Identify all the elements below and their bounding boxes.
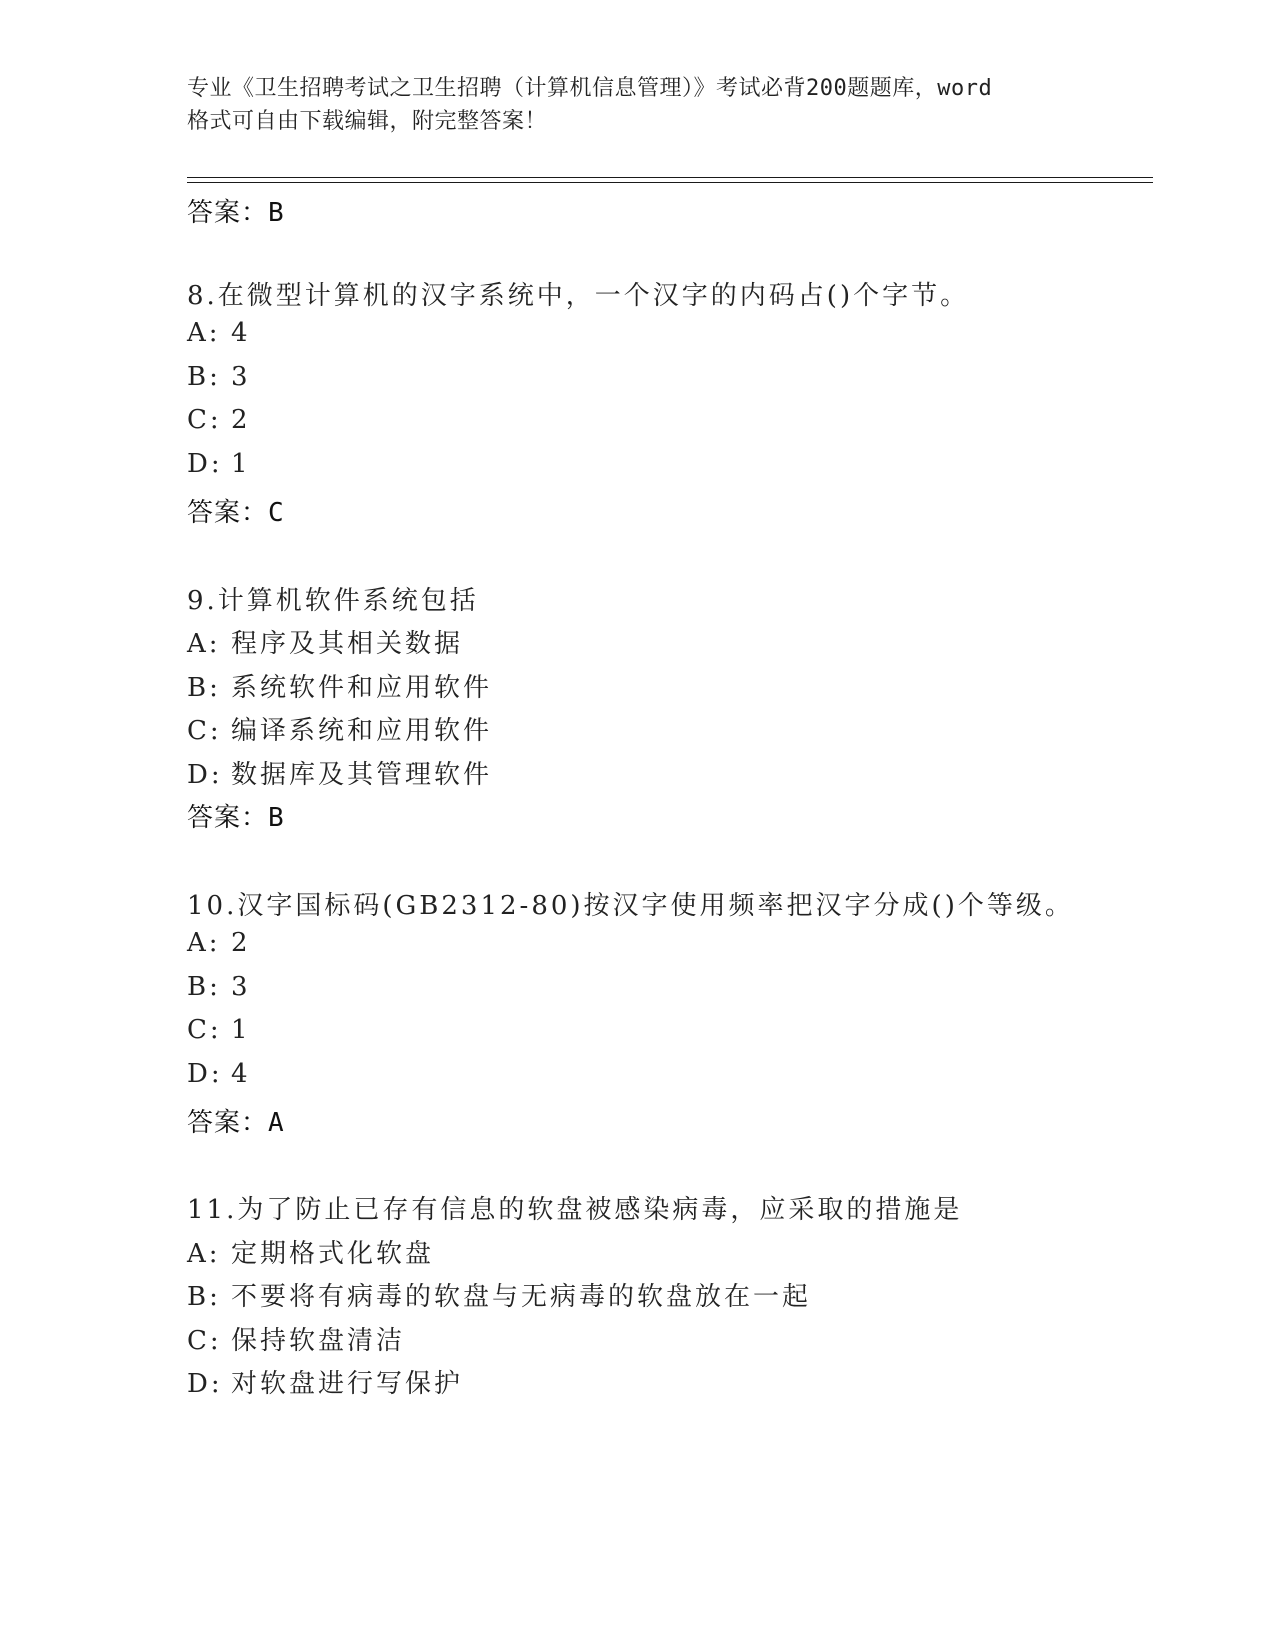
option-key: A: [187, 928, 221, 958]
header-line-2: 格式可自由下载编辑，附完整答案！ [187, 109, 548, 134]
option-key: C: [187, 1015, 222, 1045]
header-line-1: 专业《卫生招聘考试之卫生招聘（计算机信息管理）》考试必背200题题库，word [187, 76, 993, 101]
option-text: 系统软件和应用软件 [231, 673, 493, 703]
option-key: A: [187, 1239, 221, 1269]
question-10-stem: 10.汉字国标码(GB2312-80)按汉字使用频率把汉字分成()个等级。 [187, 891, 1074, 921]
question-11-option-d [187, 1363, 463, 1400]
question-9-answer: 答案：B [187, 803, 285, 833]
header-divider-bottom [187, 182, 1153, 183]
prev-answer: 答案：B [187, 198, 285, 228]
question-9-option-c [187, 710, 492, 747]
option-key: B: [187, 673, 221, 703]
question-9-option-b [187, 667, 492, 704]
option-text: 保持软盘清洁 [231, 1326, 406, 1356]
option-text: 3 [231, 972, 251, 1002]
option-key: B: [187, 1282, 221, 1312]
option-key: D: [187, 760, 223, 790]
question-10-option-b [187, 972, 251, 1002]
question-10-option-a [187, 928, 251, 958]
question-10-answer: 答案：A [187, 1108, 285, 1138]
option-key: B: [187, 362, 221, 392]
question-9-option-d [187, 754, 492, 791]
question-11-stem: 11.为了防止已存有信息的软盘被感染病毒，应采取的措施是 [187, 1195, 963, 1225]
question-8-option-d [187, 449, 251, 479]
question-8-stem: 8.在微型计算机的汉字系统中，一个汉字的内码占()个字节。 [187, 281, 970, 311]
option-text: 数据库及其管理软件 [231, 760, 493, 790]
question-10-option-d [187, 1059, 251, 1089]
question-11-option-c [187, 1320, 405, 1357]
question-8-option-c [187, 405, 251, 435]
option-text: 对软盘进行写保护 [231, 1369, 464, 1399]
option-text: 2 [231, 928, 251, 958]
document-header [187, 72, 1087, 138]
question-9-stem: 9.计算机软件系统包括 [187, 586, 479, 616]
header-divider-top [187, 177, 1153, 178]
option-text: 程序及其相关数据 [231, 629, 464, 659]
question-11-option-a [187, 1233, 434, 1270]
option-text: 2 [231, 405, 251, 435]
option-text: 1 [231, 1015, 251, 1045]
question-10-option-c [187, 1015, 251, 1045]
option-text: 3 [231, 362, 251, 392]
question-8-option-b [187, 362, 251, 392]
option-key: A: [187, 629, 221, 659]
option-key: C: [187, 1326, 222, 1356]
option-key: D: [187, 449, 223, 479]
option-text: 4 [231, 318, 251, 348]
option-key: C: [187, 716, 222, 746]
option-text: 不要将有病毒的软盘与无病毒的软盘放在一起 [231, 1282, 812, 1312]
option-text: 4 [231, 1059, 251, 1089]
option-key: D: [187, 1369, 223, 1399]
question-11-option-b [187, 1276, 811, 1313]
option-text: 定期格式化软盘 [231, 1239, 435, 1269]
option-key: C: [187, 405, 222, 435]
question-8-answer: 答案：C [187, 498, 285, 528]
option-key: B: [187, 972, 221, 1002]
option-text: 编译系统和应用软件 [231, 716, 493, 746]
option-key: A: [187, 318, 221, 348]
option-key: D: [187, 1059, 223, 1089]
question-8-option-a [187, 318, 251, 348]
question-9-option-a [187, 623, 463, 660]
option-text: 1 [231, 449, 251, 479]
